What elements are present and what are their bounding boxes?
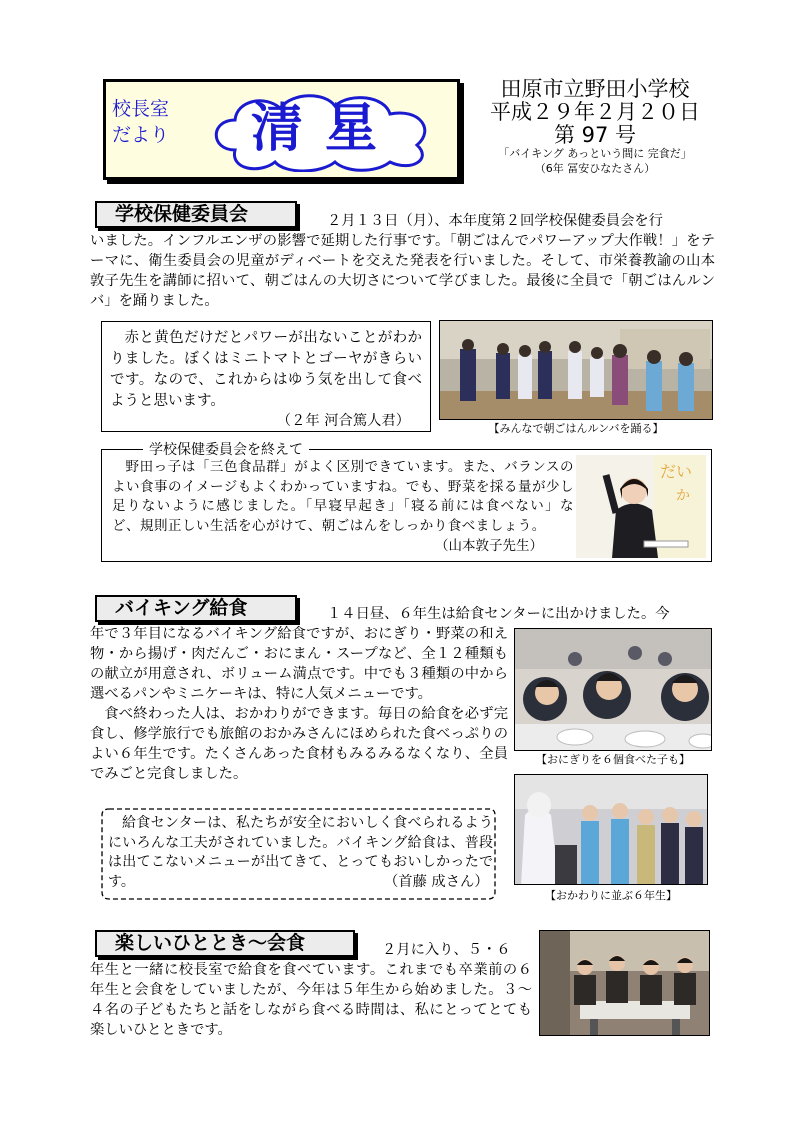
newsletter-title: 清星 — [250, 98, 399, 159]
section2-quote-text: 給食センターは、私たちが安全においしく食べられるようにいろんな工夫がされていました。バイキング給食は、普段は出てこないメニューが出てきて、とってもおいしかったです。 — [108, 815, 493, 890]
section2-para2: 食べ終わった人は、おかわりができます。毎日の給食を必ず完食し、修学旅行でも旅館のおかみさんにほめられた食べっぷりのよい６年生です。たくさんあった食材もみるみるなくなり、全員でみごと完食しました。 — [90, 706, 508, 782]
section-heading-lunch-gathering: 楽しいひととき～会食 — [95, 930, 355, 957]
section3-lead: ２月に入り、５・６ — [382, 942, 511, 958]
photo-dance-caption: 【みんなで朝ごはんルンバを踊る】 — [488, 422, 664, 435]
section-heading-viking-lunch: バイキング給食 — [95, 595, 297, 622]
photo-seconds-line — [514, 774, 708, 885]
photo-teacher — [576, 455, 706, 558]
section1-lead: ２月１３日（月）、本年度第２回学校保健委員会を行 — [327, 213, 663, 229]
school-info — [490, 78, 700, 147]
masthead-label-line2: だより — [112, 124, 170, 146]
svg-text:だい: だい — [660, 462, 693, 481]
teacher-comment-title: 学校保健委員会を終えて — [143, 441, 309, 459]
section2-quote-author: （首藤 成さん） — [384, 874, 489, 890]
section2-body — [90, 624, 508, 784]
school-name: 田原市立野田小学校 — [500, 77, 690, 101]
photo-principal-lunch — [539, 930, 710, 1036]
motto — [490, 146, 700, 176]
section3-body: 年生と一緒に校長室で給食を食べています。これまでも卒業前の６年生と会食をしていましたが、今年は５年生から始めました。３～４名の子どもたちと話をしながら食べる時間は、私にとってとても楽しいひとときです。 — [90, 962, 532, 1038]
photo-seconds-caption: 【おかわりに並ぶ６年生】 — [545, 889, 677, 902]
photo-onigiri — [514, 628, 712, 751]
section2-lead: １４日昼、６年生は給食センターに出かけました。今 — [327, 606, 670, 622]
svg-text:か: か — [676, 488, 690, 504]
masthead-label-line1: 校長室 — [112, 98, 170, 120]
photo-onigiri-caption: 【おにぎりを６個食べた子も】 — [536, 753, 690, 766]
motto-text: 「バイキング あっという間に 完食だ」 — [498, 147, 692, 160]
quote-text: 赤と黄色だけだとパワーが出ないことがわかりました。ぼくはミニトマトとゴーヤがきらいです。なので、これからはゆう気を出して食べようと思います。 — [110, 330, 422, 409]
section2-para1: 年で３年目になるバイキング給食ですが、おにぎり・野菜の和え物・から揚げ・肉だんご・おにまん・スープなど、全１２種類もの献立が用意され、ボリューム満点です。中でも３種類の中から選べるパンやミニケーキは、特に人気メニューです。 — [90, 626, 508, 702]
teacher-comment-text: 野田っ子は「三色食品群」がよく区別できています。また、バランスのよい食事のイメージもよくわかっていますね。でも、野菜を採る量が少し足りないように感じました。「早寝早起き」「寝る前には食べない」など、規則正しい生活を心がけて、朝ごはんをしっかり食べましょう。 — [112, 459, 574, 534]
issue-number: 第 97 号 — [553, 123, 637, 147]
issue-date: 平成２９年２月２０日 — [490, 100, 700, 124]
photo-dance — [439, 320, 713, 420]
masthead-label — [112, 96, 169, 148]
teacher-comment-author: （山本敦子先生） — [435, 538, 543, 554]
quote-author: （２年 河合篤人君） — [276, 413, 410, 429]
section-heading-health-committee: 学校保健委員会 — [95, 201, 297, 228]
section1-body: いました。インフルエンザの影響で延期した行事です。「朝ごはんでパワーアップ大作戦！」をテーマに、衛生委員会の児童がディベートを交えた発表を行いました。そして、市栄養教諭の山本敦子先生を講師に招いて、朝ごはんの大切さについて学びました。最後に全員で「朝ごはんルンバ」を踊りました。 — [90, 233, 715, 309]
motto-author: （6年 冨安ひなたさん） — [534, 162, 656, 175]
quote-box-student — [101, 321, 431, 432]
